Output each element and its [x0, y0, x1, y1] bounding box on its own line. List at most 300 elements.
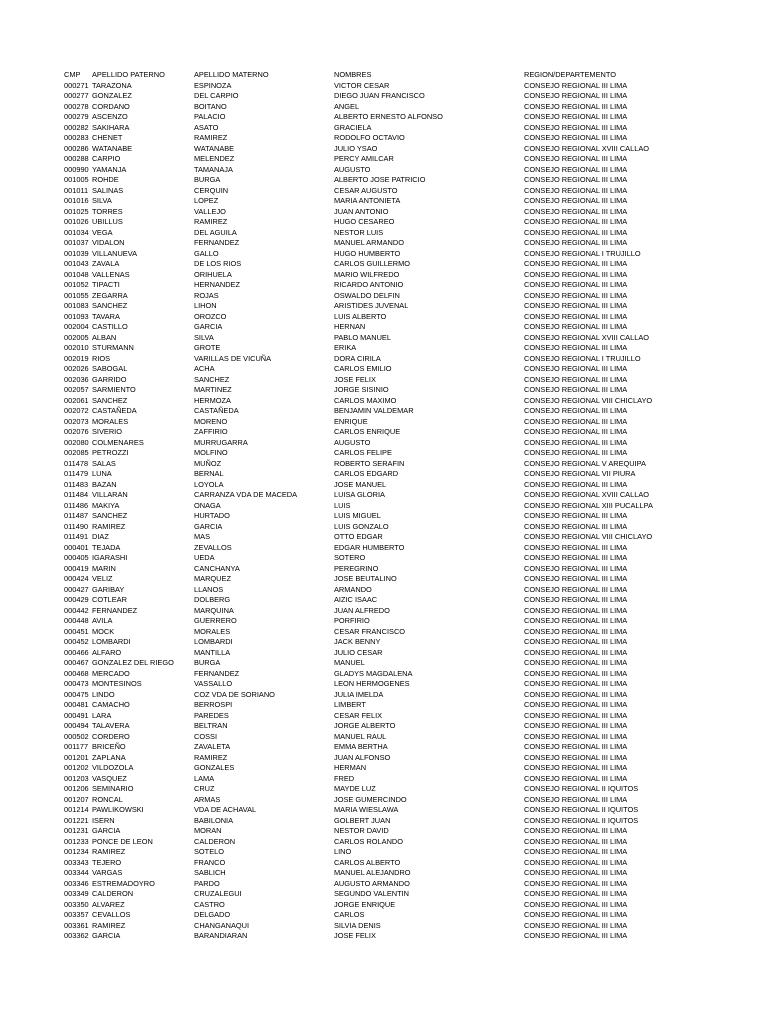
cell-apellido-paterno: ROHDE	[92, 175, 119, 184]
cell-region: CONSEJO REGIONAL III LIMA	[524, 374, 628, 384]
cell-apellido-materno: ONAGA	[194, 500, 221, 510]
cell-apellido-materno: CALDERON	[194, 836, 236, 846]
cell-apellido-paterno: PETROZZI	[92, 448, 129, 457]
cell-apellido-materno: RAMIREZ	[194, 217, 228, 226]
cell-nombres: SOTERO	[334, 553, 366, 562]
table-row	[64, 795, 694, 806]
table-row	[64, 312, 694, 323]
cell-nombres: JOSE FELIX	[334, 931, 376, 940]
table-row	[64, 217, 694, 228]
cell-apellido-paterno: VILLANUEVA	[92, 248, 138, 258]
cell-region: CONSEJO REGIONAL III LIMA	[524, 553, 628, 562]
cell-cmp: 001093	[64, 311, 89, 321]
cell-cmp: 002085	[64, 448, 89, 457]
header-nombres: NOMBRES	[334, 70, 372, 79]
cell-cmp: 000481	[64, 700, 89, 709]
cell-apellido-materno: ESPINOZA	[194, 80, 232, 90]
cell-cmp: 000405	[64, 553, 89, 562]
cell-apellido-materno: RAMIREZ	[194, 752, 228, 762]
cell-apellido-paterno: VELIZ	[92, 574, 113, 583]
cell-cmp: 002005	[64, 332, 89, 342]
cell-cmp: 001206	[64, 784, 89, 793]
cell-apellido-materno: BURGA	[194, 658, 221, 667]
cell-apellido-materno: DELGADO	[194, 910, 231, 919]
cell-apellido-paterno: CAMACHO	[92, 700, 130, 709]
cell-region: CONSEJO REGIONAL III LIMA	[524, 637, 628, 646]
cell-apellido-paterno: RAMIREZ	[92, 920, 126, 930]
table-row	[64, 606, 694, 617]
table-row	[64, 102, 694, 113]
cell-cmp: 000278	[64, 101, 89, 111]
cell-apellido-paterno: VILLARAN	[92, 490, 128, 499]
cell-nombres: JORGE SISINIO	[334, 385, 389, 394]
cell-region: CONSEJO REGIONAL II IQUITOS	[524, 784, 639, 793]
cell-nombres: SILVIA DENIS	[334, 920, 381, 930]
cell-apellido-materno: DOLBERG	[194, 595, 231, 604]
cell-region: CONSEJO REGIONAL III LIMA	[524, 700, 628, 709]
cell-apellido-materno: FERNANDEZ	[194, 238, 240, 247]
cell-nombres: CARLOS EMILIO	[334, 364, 392, 373]
cell-apellido-paterno: MARIN	[92, 563, 116, 573]
table-row	[64, 144, 694, 155]
cell-apellido-materno: DEL AGUILA	[194, 227, 237, 237]
table-row	[64, 406, 694, 417]
cell-apellido-paterno: SALINAS	[92, 185, 124, 195]
cell-cmp: 000282	[64, 122, 89, 132]
cell-apellido-materno: LOYOLA	[194, 479, 224, 489]
cell-region: CONSEJO REGIONAL III LIMA	[524, 133, 628, 142]
cell-apellido-paterno: CASTAÑEDA	[92, 406, 137, 415]
cell-cmp: 000491	[64, 710, 89, 720]
cell-cmp: 002026	[64, 364, 89, 373]
cell-nombres: MANUEL	[334, 658, 365, 667]
cell-region: CONSEJO REGIONAL III LIMA	[524, 616, 628, 625]
cell-apellido-paterno: VILDOZOLA	[92, 763, 134, 772]
cell-region: CONSEJO REGIONAL III LIMA	[524, 910, 628, 919]
cell-nombres: LUIS MIGUEL	[334, 511, 381, 520]
table-row	[64, 637, 694, 648]
cell-region: CONSEJO REGIONAL III LIMA	[524, 668, 628, 678]
cell-region: CONSEJO REGIONAL III LIMA	[524, 301, 628, 310]
cell-apellido-paterno: VARGAS	[92, 868, 123, 877]
cell-cmp: 001034	[64, 227, 89, 237]
cell-apellido-materno: MARQUEZ	[194, 574, 231, 583]
cell-nombres: PORFIRIO	[334, 616, 370, 625]
cell-apellido-paterno: TARAZONA	[92, 80, 132, 90]
cell-cmp: 003346	[64, 878, 89, 888]
cell-apellido-materno: MOLFINO	[194, 448, 228, 457]
cell-nombres: JACK BENNY	[334, 637, 381, 646]
cell-nombres: CARLOS ENRIQUE	[334, 427, 401, 436]
cell-cmp: 001202	[64, 763, 89, 772]
cell-region: CONSEJO REGIONAL III LIMA	[524, 794, 628, 804]
cell-apellido-paterno: GARCIA	[92, 826, 121, 835]
table-row	[64, 669, 694, 680]
cell-nombres: JULIA IMELDA	[334, 689, 384, 699]
cell-cmp: 001214	[64, 805, 89, 814]
cell-region: CONSEJO REGIONAL III LIMA	[524, 521, 628, 531]
cell-region: CONSEJO REGIONAL III LIMA	[524, 101, 628, 111]
cell-region: CONSEJO REGIONAL III LIMA	[524, 574, 628, 583]
cell-region: CONSEJO REGIONAL III LIMA	[524, 679, 628, 688]
cell-region: CONSEJO REGIONAL III LIMA	[524, 269, 628, 279]
cell-apellido-materno: CRUZ	[194, 784, 215, 793]
cell-apellido-paterno: RAMIREZ	[92, 847, 126, 856]
cell-region: CONSEJO REGIONAL III LIMA	[524, 290, 628, 300]
cell-cmp: 000468	[64, 668, 89, 678]
cell-apellido-paterno: RONCAL	[92, 794, 123, 804]
header-region: REGION/DEPARTEMENTO	[524, 70, 616, 79]
cell-nombres: FRED	[334, 773, 355, 783]
cell-apellido-materno: BERNAL	[194, 469, 224, 478]
cell-region: CONSEJO REGIONAL VIII CHICLAYO	[524, 532, 653, 541]
cell-apellido-paterno: ASCENZO	[92, 112, 128, 121]
table-row	[64, 648, 694, 659]
cell-region: CONSEJO REGIONAL III LIMA	[524, 227, 628, 237]
cell-apellido-paterno: RIOS	[92, 353, 111, 363]
cell-apellido-paterno: PONCE DE LEON	[92, 836, 153, 846]
cell-apellido-materno: VALLEJO	[194, 206, 226, 216]
cell-cmp: 002080	[64, 437, 89, 447]
cell-apellido-materno: VASSALLO	[194, 679, 233, 688]
cell-apellido-materno: GALLO	[194, 248, 219, 258]
cell-cmp: 000467	[64, 658, 89, 667]
cell-region: CONSEJO REGIONAL III LIMA	[524, 122, 628, 132]
cell-cmp: 002073	[64, 416, 89, 426]
table-row	[64, 196, 694, 207]
cell-nombres: RODOLFO OCTAVIO	[334, 133, 405, 142]
cell-apellido-materno: MORALES	[194, 626, 231, 636]
cell-nombres: CARLOS	[334, 910, 365, 919]
cell-apellido-paterno: COTLEAR	[92, 595, 127, 604]
cell-region: CONSEJO REGIONAL III LIMA	[524, 826, 628, 835]
cell-cmp: 001233	[64, 836, 89, 846]
cell-apellido-materno: HERMOZA	[194, 395, 231, 405]
cell-cmp: 002019	[64, 353, 89, 363]
cell-region: CONSEJO REGIONAL III LIMA	[524, 427, 628, 436]
cell-cmp: 003350	[64, 899, 89, 909]
table-row	[64, 438, 694, 449]
cell-apellido-paterno: ZEGARRA	[92, 290, 128, 300]
cell-cmp: 000452	[64, 637, 89, 646]
cell-cmp: 003362	[64, 931, 89, 940]
cell-region: CONSEJO REGIONAL III LIMA	[524, 542, 628, 552]
table-row	[64, 259, 694, 270]
cell-cmp: 003357	[64, 910, 89, 919]
header-cmp: CMP	[64, 70, 81, 79]
cell-apellido-paterno: TEJERO	[92, 857, 122, 867]
table-row	[64, 81, 694, 92]
cell-apellido-materno: BABILONIA	[194, 815, 234, 825]
cell-region: CONSEJO REGIONAL II IQUITOS	[524, 815, 639, 825]
table-row	[64, 784, 694, 795]
cell-apellido-materno: CARRANZA VDA DE MACEDA	[194, 490, 298, 499]
cell-cmp: 000466	[64, 647, 89, 657]
table-row	[64, 375, 694, 386]
cell-apellido-materno: HERNANDEZ	[194, 280, 240, 289]
cell-region: CONSEJO REGIONAL III LIMA	[524, 364, 628, 373]
table-row	[64, 354, 694, 365]
cell-cmp: 001037	[64, 238, 89, 247]
table-row	[64, 186, 694, 197]
cell-apellido-materno: PAREDES	[194, 710, 229, 720]
cell-region: CONSEJO REGIONAL III LIMA	[524, 311, 628, 321]
cell-region: CONSEJO REGIONAL III LIMA	[524, 343, 628, 352]
cell-apellido-materno: MAS	[194, 532, 211, 541]
cell-nombres: MANUEL ALEJANDRO	[334, 868, 411, 877]
cell-cmp: 001231	[64, 826, 89, 835]
cell-cmp: 011479	[64, 469, 89, 478]
cell-cmp: 000277	[64, 91, 89, 100]
cell-nombres: EDGAR HUMBERTO	[334, 542, 405, 552]
cell-cmp: 003361	[64, 920, 89, 930]
table-row	[64, 574, 694, 585]
cell-region: CONSEJO REGIONAL V AREQUIPA	[524, 458, 646, 468]
cell-apellido-materno: ORIHUELA	[194, 269, 232, 279]
table-row	[64, 123, 694, 134]
cell-nombres: ARMANDO	[334, 584, 372, 594]
cell-apellido-materno: LOPEZ	[194, 196, 219, 205]
cell-apellido-materno: GONZALES	[194, 763, 235, 772]
cell-region: CONSEJO REGIONAL XVIII CALLAO	[524, 332, 649, 342]
cell-cmp: 001055	[64, 290, 89, 300]
cell-nombres: ALBERTO ERNESTO ALFONSO	[334, 112, 443, 121]
cell-region: CONSEJO REGIONAL III LIMA	[524, 164, 628, 174]
cell-cmp: 011478	[64, 458, 89, 468]
cell-apellido-paterno: STURMANN	[92, 343, 134, 352]
cell-nombres: MANUEL ARMANDO	[334, 238, 404, 247]
table-row	[64, 448, 694, 459]
cell-apellido-materno: BURGA	[194, 175, 221, 184]
cell-apellido-materno: ZAFFIRIO	[194, 427, 228, 436]
table-row	[64, 238, 694, 249]
table-row	[64, 921, 694, 932]
table-row	[64, 112, 694, 123]
table-row	[64, 270, 694, 281]
cell-region: CONSEJO REGIONAL III LIMA	[524, 584, 628, 594]
cell-apellido-materno: RAMIREZ	[194, 133, 228, 142]
cell-region: CONSEJO REGIONAL III LIMA	[524, 563, 628, 573]
cell-apellido-materno: SILVA	[194, 332, 214, 342]
cell-apellido-materno: OROZCO	[194, 311, 227, 321]
cell-nombres: LIMBERT	[334, 700, 366, 709]
cell-nombres: SEGUNDO VALENTIN	[334, 889, 410, 898]
cell-apellido-paterno: CORDERO	[92, 731, 130, 741]
cell-apellido-paterno: TEJADA	[92, 542, 121, 552]
cell-apellido-paterno: CALDERON	[92, 889, 134, 898]
cell-cmp: 000442	[64, 605, 89, 615]
table-row	[64, 322, 694, 333]
cell-region: CONSEJO REGIONAL III LIMA	[524, 595, 628, 604]
cell-nombres: GRACIELA	[334, 122, 372, 132]
cell-apellido-paterno: ALVAREZ	[92, 899, 125, 909]
cell-region: CONSEJO REGIONAL III LIMA	[524, 868, 628, 877]
cell-apellido-paterno: PAWLIKOWSKI	[92, 805, 144, 814]
cell-nombres: CESAR FELIX	[334, 710, 383, 720]
cell-apellido-paterno: MORALES	[92, 416, 129, 426]
cell-apellido-materno: SABLICH	[194, 868, 226, 877]
cell-region: CONSEJO REGIONAL III LIMA	[524, 920, 628, 930]
cell-apellido-paterno: CORDANO	[92, 101, 130, 111]
cell-region: CONSEJO REGIONAL III LIMA	[524, 647, 628, 657]
cell-nombres: AUGUSTO	[334, 437, 371, 447]
cell-apellido-paterno: GONZALEZ	[92, 91, 132, 100]
cell-region: CONSEJO REGIONAL III LIMA	[524, 91, 628, 100]
table-row	[64, 490, 694, 501]
cell-cmp: 001221	[64, 815, 89, 825]
cell-apellido-paterno: ZAVALA	[92, 259, 120, 268]
cell-apellido-materno: CHANGANAQUI	[194, 920, 250, 930]
table-row	[64, 721, 694, 732]
cell-cmp: 000451	[64, 626, 89, 636]
cell-apellido-paterno: LUNA	[92, 469, 112, 478]
cell-region: CONSEJO REGIONAL III LIMA	[524, 112, 628, 121]
cell-apellido-paterno: MOCK	[92, 626, 115, 636]
cell-cmp: 000448	[64, 616, 89, 625]
cell-region: CONSEJO REGIONAL III LIMA	[524, 322, 628, 331]
cell-cmp: 000502	[64, 731, 89, 741]
cell-apellido-paterno: ESTREMADOYRO	[92, 878, 155, 888]
cell-cmp: 001043	[64, 259, 89, 268]
table-row	[64, 501, 694, 512]
table-row	[64, 585, 694, 596]
cell-apellido-materno: MARTINEZ	[194, 385, 232, 394]
table-row	[64, 207, 694, 218]
cell-apellido-paterno: GARCIA	[92, 931, 121, 940]
table-row	[64, 616, 694, 627]
cell-apellido-paterno: SANCHEZ	[92, 511, 128, 520]
cell-region: CONSEJO REGIONAL III LIMA	[524, 206, 628, 216]
cell-apellido-paterno: LARA	[92, 710, 112, 720]
cell-region: CONSEJO REGIONAL VII PIURA	[524, 469, 636, 478]
cell-apellido-paterno: TORRES	[92, 206, 123, 216]
cell-apellido-materno: LLANOS	[194, 584, 224, 594]
cell-nombres: JORGE ALBERTO	[334, 721, 396, 730]
table-row	[64, 532, 694, 543]
cell-cmp: 002061	[64, 395, 89, 405]
cell-nombres: HERNAN	[334, 322, 366, 331]
table-row	[64, 343, 694, 354]
cell-apellido-materno: ASATO	[194, 122, 219, 132]
cell-nombres: PABLO MANUEL	[334, 332, 391, 342]
cell-apellido-paterno: COLMENARES	[92, 437, 144, 447]
cell-apellido-paterno: YAMANJA	[92, 164, 127, 174]
cell-apellido-paterno: AVILA	[92, 616, 113, 625]
cell-region: CONSEJO REGIONAL XVIII CALLAO	[524, 490, 649, 499]
table-row	[64, 553, 694, 564]
table-row	[64, 249, 694, 260]
cell-nombres: JULIO CESAR	[334, 647, 383, 657]
cell-nombres: JUAN ANTONIO	[334, 206, 389, 216]
cell-region: CONSEJO REGIONAL III LIMA	[524, 658, 628, 667]
cell-cmp: 000427	[64, 584, 89, 594]
cell-nombres: JOSE FELIX	[334, 374, 376, 384]
cell-nombres: VICTOR CESAR	[334, 80, 390, 90]
cell-apellido-materno: VDA DE ACHAVAL	[194, 805, 257, 814]
cell-nombres: CARLOS GUILLERMO	[334, 259, 410, 268]
cell-cmp: 003343	[64, 857, 89, 867]
header-apellido-materno: APELLIDO MATERNO	[194, 70, 269, 79]
table-row	[64, 679, 694, 690]
cell-nombres: JOSE GUMERCINDO	[334, 794, 407, 804]
cell-nombres: DORA CIRILA	[334, 353, 381, 363]
cell-cmp: 002057	[64, 385, 89, 394]
table-row	[64, 154, 694, 165]
cell-apellido-paterno: ZAPLANA	[92, 752, 126, 762]
cell-apellido-paterno: LOMBARDI	[92, 637, 131, 646]
cell-region: CONSEJO REGIONAL III LIMA	[524, 259, 628, 268]
cell-nombres: OSWALDO DELFIN	[334, 290, 400, 300]
cell-apellido-materno: COSSI	[194, 731, 217, 741]
cell-cmp: 001083	[64, 301, 89, 310]
cell-apellido-materno: COZ VDA DE SORIANO	[194, 689, 275, 699]
cell-nombres: CARLOS FELIPE	[334, 448, 392, 457]
table-row	[64, 774, 694, 785]
table-row	[64, 333, 694, 344]
cell-region: CONSEJO REGIONAL I TRUJILLO	[524, 248, 641, 258]
table-row	[64, 165, 694, 176]
cell-apellido-materno: HURTADO	[194, 511, 230, 520]
table-row	[64, 805, 694, 816]
cell-apellido-paterno: CARPIO	[92, 154, 121, 163]
cell-cmp: 000401	[64, 542, 89, 552]
cell-nombres: LINO	[334, 847, 352, 856]
cell-nombres: JORGE ENRIQUE	[334, 899, 396, 909]
cell-apellido-paterno: FERNANDEZ	[92, 605, 138, 615]
cell-region: CONSEJO REGIONAL III LIMA	[524, 857, 628, 867]
cell-apellido-materno: MARQUINA	[194, 605, 234, 615]
cell-region: CONSEJO REGIONAL III LIMA	[524, 196, 628, 205]
cell-region: CONSEJO REGIONAL III LIMA	[524, 80, 628, 90]
cell-cmp: 000424	[64, 574, 89, 583]
cell-apellido-paterno: VALLENAS	[92, 269, 130, 279]
cell-region: CONSEJO REGIONAL III LIMA	[524, 878, 628, 888]
cell-apellido-paterno: SANCHEZ	[92, 395, 128, 405]
cell-region: CONSEJO REGIONAL III LIMA	[524, 773, 628, 783]
cell-cmp: 000475	[64, 689, 89, 699]
cell-apellido-paterno: DIAZ	[92, 532, 109, 541]
cell-region: CONSEJO REGIONAL III LIMA	[524, 185, 628, 195]
table-row	[64, 91, 694, 102]
table-row	[64, 396, 694, 407]
cell-apellido-paterno: MONTESINOS	[92, 679, 142, 688]
table-row	[64, 417, 694, 428]
cell-region: CONSEJO REGIONAL III LIMA	[524, 605, 628, 615]
table-row	[64, 826, 694, 837]
cell-nombres: ERIKA	[334, 343, 357, 352]
cell-apellido-paterno: GARRIDO	[92, 374, 127, 384]
cell-nombres: DIEGO JUAN FRANCISCO	[334, 91, 425, 100]
cell-apellido-paterno: BAZAN	[92, 479, 117, 489]
cell-nombres: OTTO EDGAR	[334, 532, 383, 541]
cell-apellido-materno: LIHON	[194, 301, 217, 310]
cell-apellido-materno: CASTAÑEDA	[194, 406, 239, 415]
cell-apellido-materno: CRUZALEGUI	[194, 889, 242, 898]
cell-apellido-paterno: SAKIHARA	[92, 122, 130, 132]
cell-region: CONSEJO REGIONAL III LIMA	[524, 626, 628, 636]
cell-apellido-materno: CANCHANYA	[194, 563, 240, 573]
cell-cmp: 002072	[64, 406, 89, 415]
table-row	[64, 868, 694, 879]
cell-apellido-materno: BELTRAN	[194, 721, 228, 730]
cell-apellido-materno: BERROSPI	[194, 700, 233, 709]
table-row	[64, 480, 694, 491]
cell-region: CONSEJO REGIONAL III LIMA	[524, 847, 628, 856]
cell-apellido-materno: GARCIA	[194, 322, 223, 331]
table-row	[64, 690, 694, 701]
cell-apellido-paterno: GARIBAY	[92, 584, 125, 594]
cell-apellido-paterno: VIDALON	[92, 238, 125, 247]
